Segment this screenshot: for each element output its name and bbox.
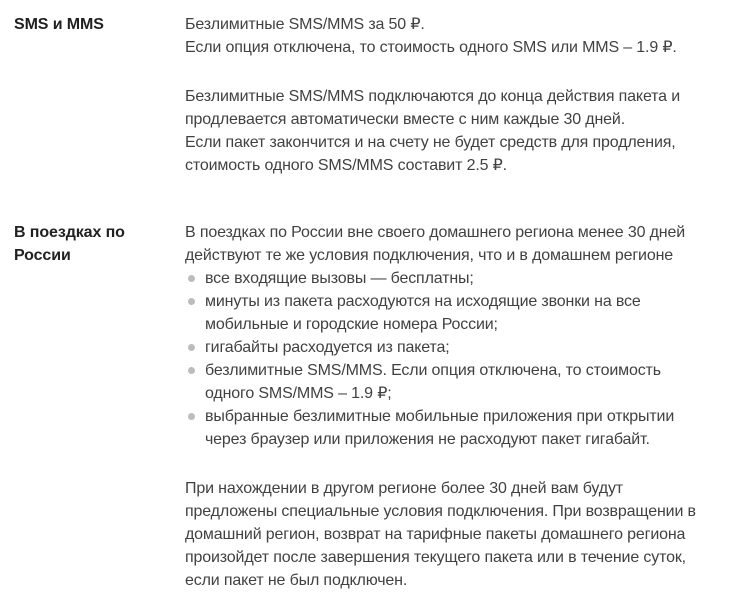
bullet-dot-icon [188, 298, 195, 305]
paragraph-travel-intro [185, 221, 707, 267]
section-content-sms-mms [185, 13, 707, 177]
paragraph-travel-closing [185, 477, 707, 592]
bullet-dot-icon [188, 275, 195, 282]
text-line: Безлимитные SMS/MMS за 50 ₽. [185, 16, 425, 33]
text-line: Если пакет закончится и на счету не будет средств для продления, стоимость одного SMS/MMS составит 2.5 ₽. [185, 134, 676, 174]
list-item-text: выбранные безлимитные мобильные приложения при открытии через браузер или приложения не расходуют пакет гигабайт. [205, 408, 675, 448]
paragraph-sms-price [185, 13, 707, 59]
list-item-text: гигабайты расходуется из пакета; [205, 339, 450, 356]
list-item [185, 267, 707, 290]
paragraph-sms-renewal [185, 85, 707, 177]
section-label-travel-russia: В поездках по России [14, 224, 125, 264]
list-item [185, 405, 707, 451]
bullet-dot-icon [188, 367, 195, 374]
section-sms-mms [14, 13, 727, 177]
travel-conditions-list [185, 267, 707, 451]
section-label-sms-mms: SMS и MMS [14, 16, 104, 33]
text-line: В поездках по России вне своего домашнего региона менее 30 дней действуют те же условия подключения, что и в домашнем регионе [185, 224, 686, 264]
list-item [185, 359, 707, 405]
section-travel-russia [14, 221, 727, 592]
bullet-dot-icon [188, 413, 195, 420]
list-item [185, 290, 707, 336]
tariff-details [14, 13, 727, 592]
text-line: Безлимитные SMS/MMS подключаются до конца действия пакета и продлевается автоматически вместе с ним каждые 30 дней. [185, 88, 681, 128]
text-line: При нахождении в другом регионе более 30 дней вам будут предложены специальные условия подключения. При возвращении в домашний регион, возврат на тарифные пакеты домашнего региона произойдет после завершения текущего пакета или в течение суток, если пакет не был подключен. [185, 480, 696, 589]
bullet-dot-icon [188, 344, 195, 351]
text-line: Если опция отключена, то стоимость одного SMS или MMS – 1.9 ₽. [185, 39, 677, 56]
list-item-text: безлимитные SMS/MMS. Если опция отключена, то стоимость одного SMS/MMS – 1.9 ₽; [205, 362, 661, 402]
list-item-text: минуты из пакета расходуются на исходящие звонки на все мобильные и городские номера России; [205, 293, 641, 333]
list-item-text: все входящие вызовы — бесплатны; [205, 270, 474, 287]
list-item [185, 336, 707, 359]
section-content-travel-russia [185, 221, 707, 592]
